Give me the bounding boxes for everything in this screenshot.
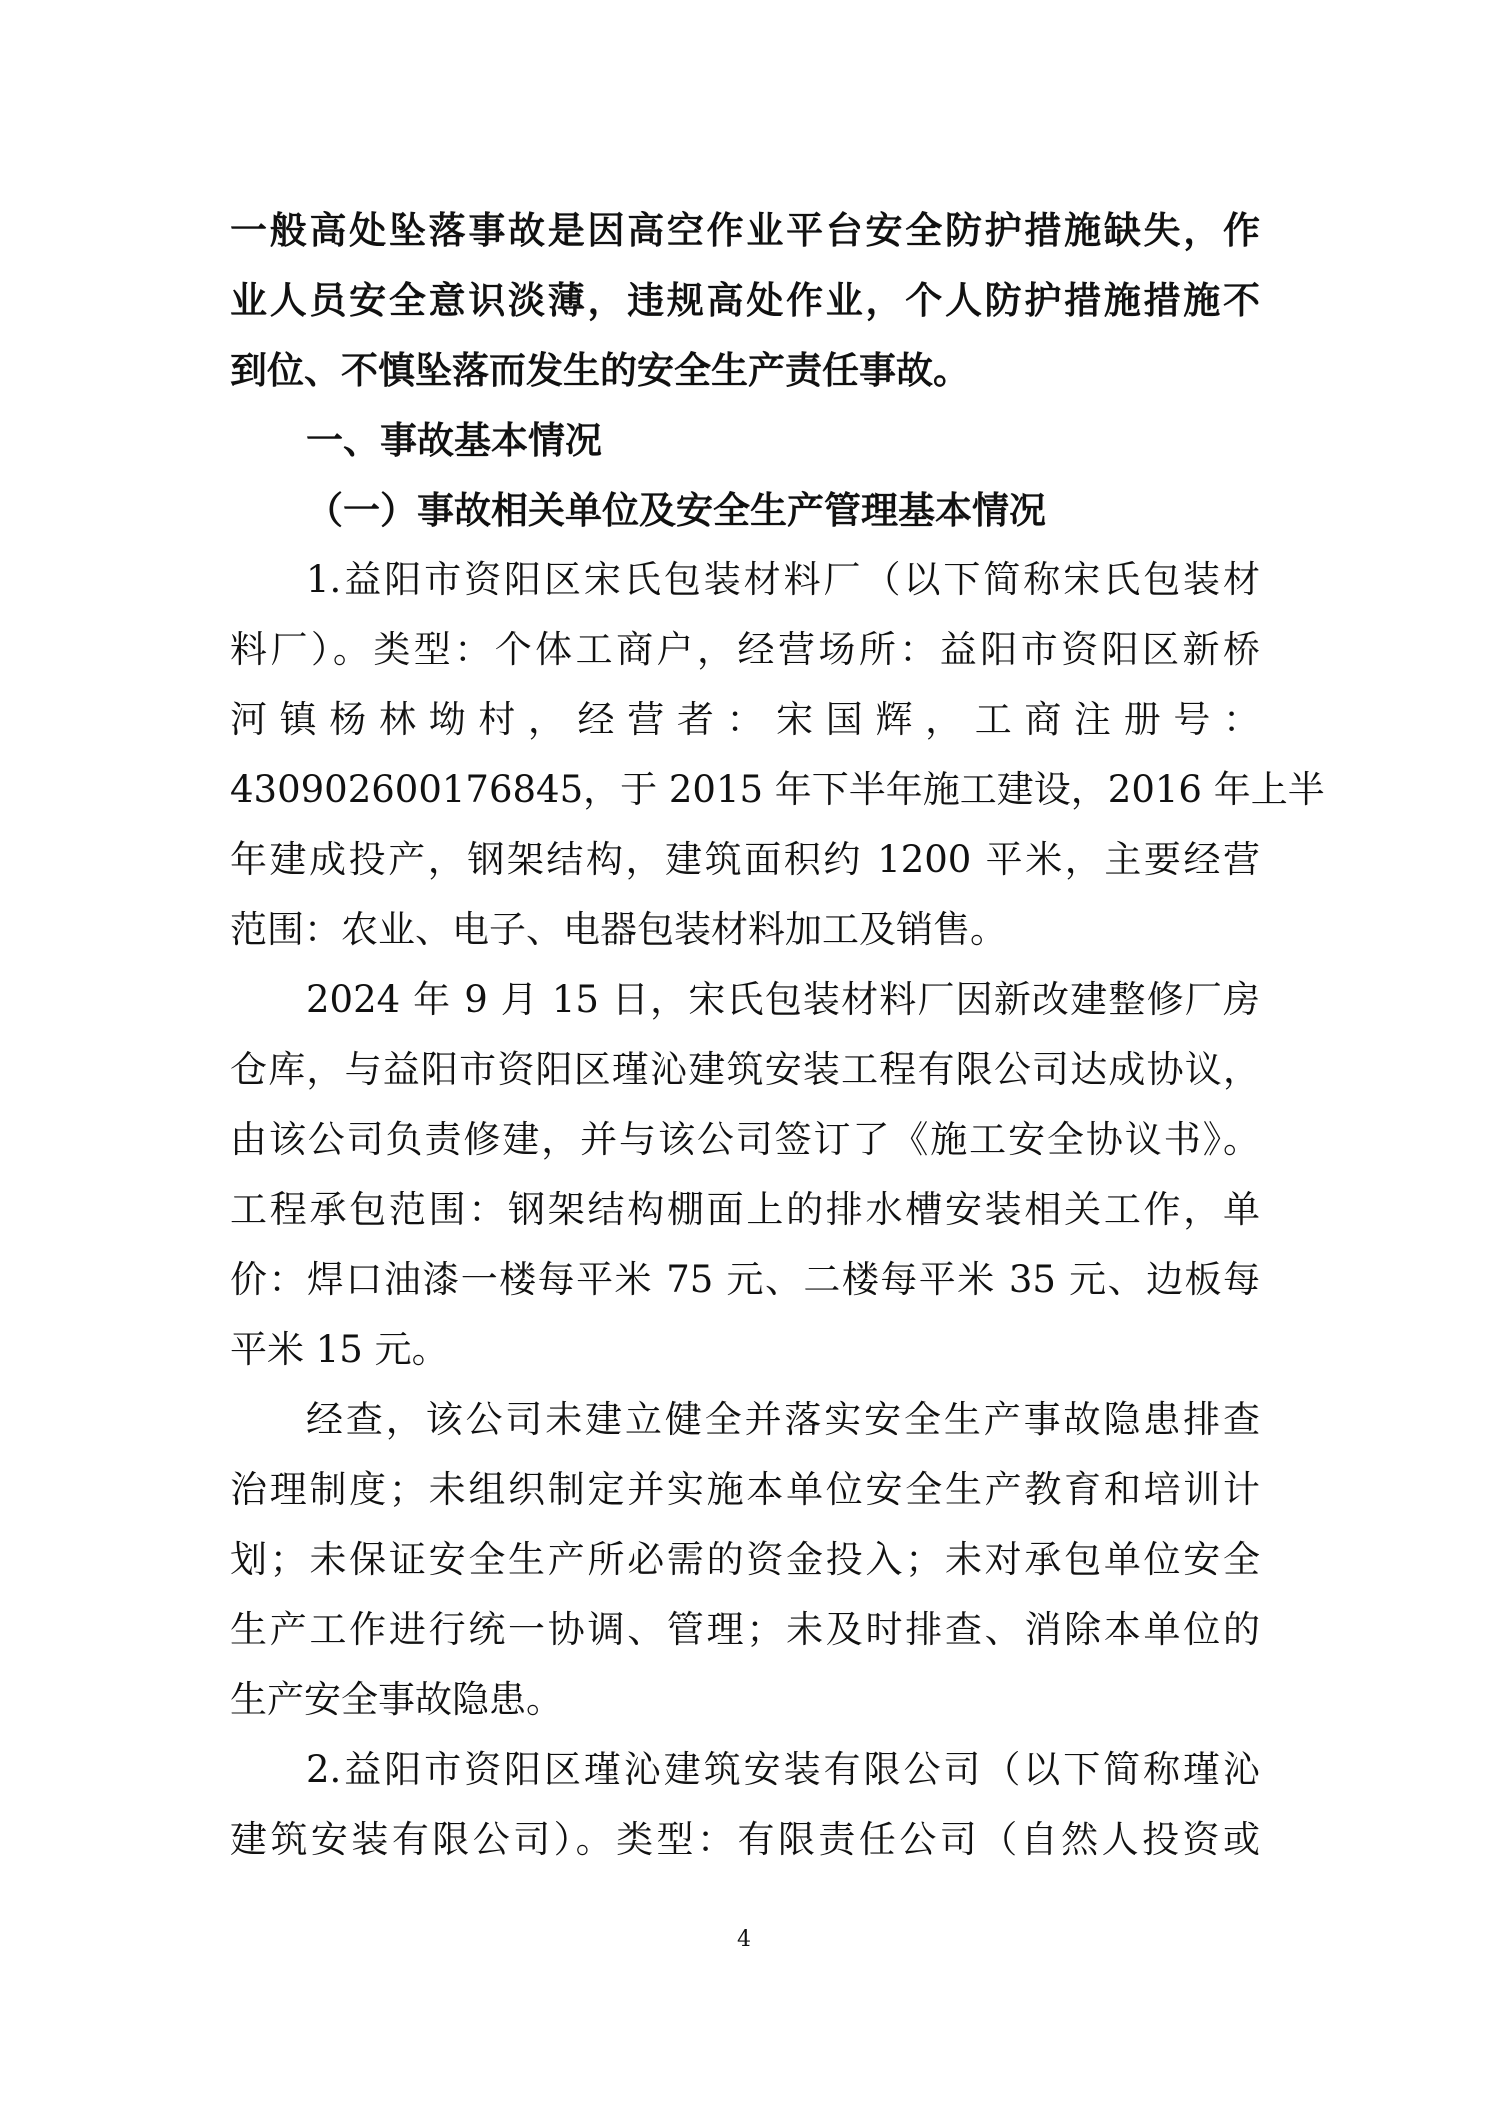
text-line: 治理制度；未组织制定并实施本单位安全生产教育和培训计 <box>230 1468 1260 1511</box>
text-line: 年建成投产，钢架结构，建筑面积约 1200 平米，主要经营 <box>230 838 1260 881</box>
text-line: 业人员安全意识淡薄，违规高处作业，个人防护措施措施不 <box>230 278 1260 322</box>
text-line: 划；未保证安全生产所必需的资金投入；未对承包单位安全 <box>230 1538 1260 1581</box>
text-line: 平米 15 元。 <box>230 1328 449 1371</box>
text-line: 河镇杨林坳村，经营者：宋国辉，工商注册号： <box>230 698 1260 741</box>
text-line: 2.益阳市资阳区瑾沁建筑安装有限公司（以下简称瑾沁 <box>306 1748 1260 1791</box>
text-line: 1.益阳市资阳区宋氏包装材料厂（以下简称宋氏包装材 <box>306 558 1260 601</box>
text-line: 价：焊口油漆一楼每平米 75 元、二楼每平米 35 元、边板每 <box>230 1258 1260 1301</box>
text-line: 料厂）。类型：个体工商户，经营场所：益阳市资阳区新桥 <box>230 628 1260 671</box>
text-line: （一）事故相关单位及安全生产管理基本情况 <box>306 488 1046 532</box>
text-line: 仓库，与益阳市资阳区瑾沁建筑安装工程有限公司达成协议， <box>230 1048 1260 1091</box>
text-line: 生产工作进行统一协调、管理；未及时排查、消除本单位的 <box>230 1608 1260 1651</box>
text-line: 430902600176845，于 2015 年下半年施工建设，2016 年上半 <box>230 768 1325 811</box>
text-line: 到位、不慎坠落而发生的安全生产责任事故。 <box>230 348 970 392</box>
text-line: 工程承包范围：钢架结构棚面上的排水槽安装相关工作，单 <box>230 1188 1260 1231</box>
text-line: 一、事故基本情况 <box>306 418 602 462</box>
text-line: 一般高处坠落事故是因高空作业平台安全防护措施缺失，作 <box>230 208 1260 252</box>
page-number: 4 <box>737 1927 751 1952</box>
text-line: 建筑安装有限公司）。类型：有限责任公司（自然人投资或 <box>230 1818 1260 1861</box>
text-line: 2024 年 9 月 15 日，宋氏包装材料厂因新改建整修厂房 <box>306 978 1260 1021</box>
text-line: 由该公司负责修建，并与该公司签订了《施工安全协议书》。 <box>230 1118 1260 1161</box>
text-line: 范围：农业、电子、电器包装材料加工及销售。 <box>230 908 1007 951</box>
text-line: 生产安全事故隐患。 <box>230 1678 563 1721</box>
text-line: 经查，该公司未建立健全并落实安全生产事故隐患排查 <box>306 1398 1260 1441</box>
